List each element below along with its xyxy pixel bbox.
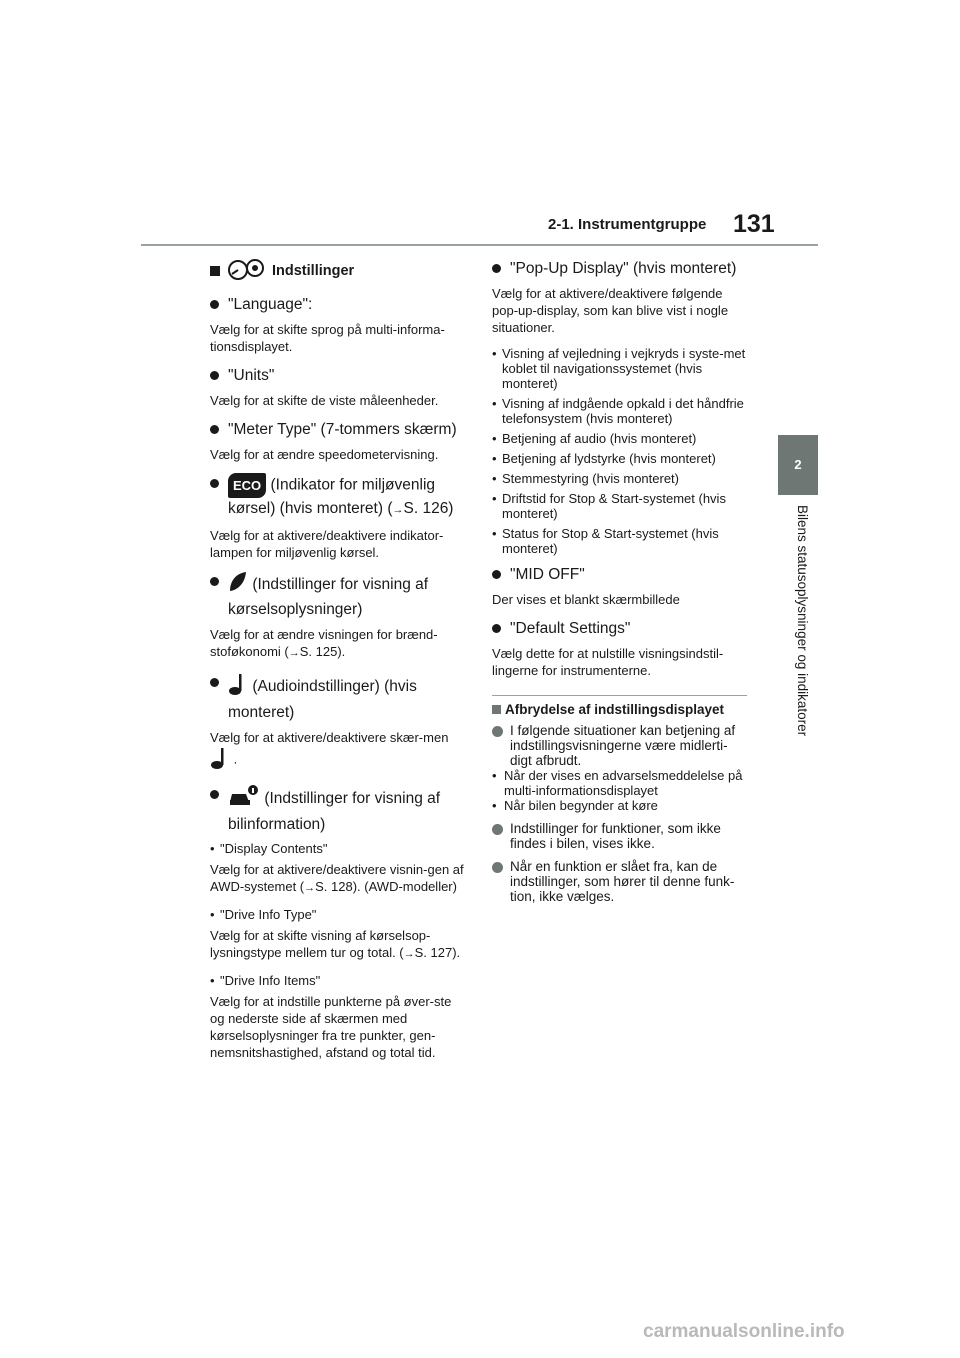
setting-vehicle-info-title-text: (Indstillinger for visning af bilinformation) [228,790,441,833]
setting-meter-type-title: "Meter Type" (7-tommers skærm) [210,419,465,440]
leaf-icon [228,571,248,599]
eco-indicator-icon: ECO [228,473,266,498]
interrupt-title: Afbrydelse af indstillingsdisplayet [505,702,725,717]
header-divider [141,244,818,246]
vehicle-info-drive-info-items: • "Drive Info Items" [210,973,465,988]
setting-meter-type-desc: Vælg for at ændre speedometervisning. [210,447,439,462]
setting-eco-title [210,473,465,521]
setting-popup-desc: Vælg for at aktivere/deaktivere følgende pop-up-display, som kan blive vist i nogle situationer. [492,286,729,335]
interrupt-note-3: Når en funktion er slået fra, kan de indstillinger, som hører til denne funk-tion, ikke vælges. [492,859,747,904]
setting-drive-info-title [210,571,465,620]
vehicle-info-display-contents-ref: S. 128). (AWD-modeller) [315,879,457,894]
settings-gauge-icon [226,258,266,284]
list-item: • Når der vises en advarselsmeddelelse på multi-informationsdisplayet [492,768,747,798]
chapter-header: 2-1. Instrumentgruppe [548,216,707,233]
setting-drive-info-ref: S. 125). [299,644,346,659]
setting-eco-ref: S. 126) [403,500,454,517]
footer-watermark: carmanualsonline.info [643,1321,845,1342]
list-item: • Driftstid for Stop & Start-systemet (hvis monteret) [492,491,747,521]
vehicle-info-display-contents-desc-text: Vælg for at aktivere/deaktivere visnin-gen af AWD-systemet ( [210,862,464,894]
setting-mid-off-title: "MID OFF" [492,564,747,585]
interrupt-note-2: Indstillinger for funktioner, som ikke findes i bilen, vises ikke. [492,821,747,851]
setting-language-desc: Vælg for at skifte sprog på multi-informa-tionsdisplayet. [210,322,445,354]
setting-popup-title: "Pop-Up Display" (hvis monteret) [492,258,747,279]
setting-audio-desc [210,729,465,774]
vehicle-info-display-contents: • "Display Contents" [210,841,465,856]
setting-default-desc: Vælg dette for at nulstille visningsindstil-lingerne for instrumenterne. [492,646,724,678]
interrupt-note-1 [492,723,747,813]
list-item: • Visning af vejledning i vejkryds i syste-met koblet til navigationssystemet (hvis monteret) [492,346,747,391]
setting-default-title: "Default Settings" [492,618,747,639]
setting-mid-off-desc: Der vises et blankt skærmbillede [492,592,680,607]
chapter-tab: 2 [778,435,818,495]
section-heading [210,258,465,284]
popup-list [492,346,747,556]
page-number: 131 [733,210,775,238]
setting-audio-desc-text: Vælg for at aktivere/deaktivere skær-men [210,730,449,745]
list-item: • Status for Stop & Start-systemet (hvis monteret) [492,526,747,556]
section-title: Indstillinger [272,263,355,279]
setting-vehicle-info-title [210,784,465,835]
car-info-icon [228,784,260,814]
setting-units-desc: Vælg for at skifte de viste måleenheder. [210,393,439,408]
setting-drive-info-desc-text: Vælg for at ændre visningen for brænd-stoføkonomi ( [210,627,438,659]
interrupt-heading [492,702,747,717]
interrupt-section [492,695,747,904]
vehicle-info-drive-info-items-desc: Vælg for at indstille punkterne på øver-ste og nederste side af skærmen med kørselsoplysninger fra tre punkter, gen-nemsnitshastighed, afstand og total tid. [210,994,452,1060]
vehicle-info-drive-info-type-desc [210,927,465,963]
chapter-tab-label: Bilens statusoplysninger og indikatorer [795,505,810,737]
vehicle-info-display-contents-desc [210,861,465,897]
section-square-icon [210,266,220,276]
list-item: • Betjening af audio (hvis monteret) [492,431,747,446]
vehicle-info-drive-info-type-desc-text: Vælg for at skifte visning af kørselsop-lysningstype mellem tur og total. ( [210,928,431,960]
setting-units-title: "Units" [210,365,465,386]
section-square-icon [492,705,501,714]
interrupt-note-1-text: I følgende situationer kan betjening af indstillingsvisningerne være midlerti-digt afbrudt. [510,723,736,768]
list-item: • Visning af indgående opkald i det håndfrie telefonsystem (hvis monteret) [492,396,747,426]
music-note-icon [210,746,230,774]
right-column [492,258,747,912]
list-item: • Betjening af lydstyrke (hvis monteret) [492,451,747,466]
setting-drive-info-desc [210,626,465,662]
ref-arrow-icon: → [304,882,316,894]
ref-arrow-icon: → [392,504,404,516]
ref-arrow-icon: → [288,647,300,659]
left-column [210,258,465,1071]
setting-language-title: "Language": [210,294,465,315]
setting-audio-desc-end: . [233,751,238,767]
vehicle-info-drive-info-type-ref: S. 127). [414,945,461,960]
setting-eco-title-text: (Indikator for miljøvenlig kørsel) (hvis monteret) ( [228,476,436,517]
setting-audio-title [210,672,465,723]
ref-arrow-icon: → [403,948,415,960]
music-note-icon [228,672,248,702]
list-item: • Stemmestyring (hvis monteret) [492,471,747,486]
setting-eco-desc: Vælg for at aktivere/deaktivere indikator-lampen for miljøvenlig kørsel. [210,528,444,560]
setting-audio-title-text: (Audioindstillinger) (hvis monteret) [228,678,417,721]
setting-drive-info-title-text: (Indstillinger for visning af kørselsoplysninger) [228,576,429,618]
list-item: • Når bilen begynder at køre [492,798,747,813]
vehicle-info-drive-info-type: • "Drive Info Type" [210,907,465,922]
